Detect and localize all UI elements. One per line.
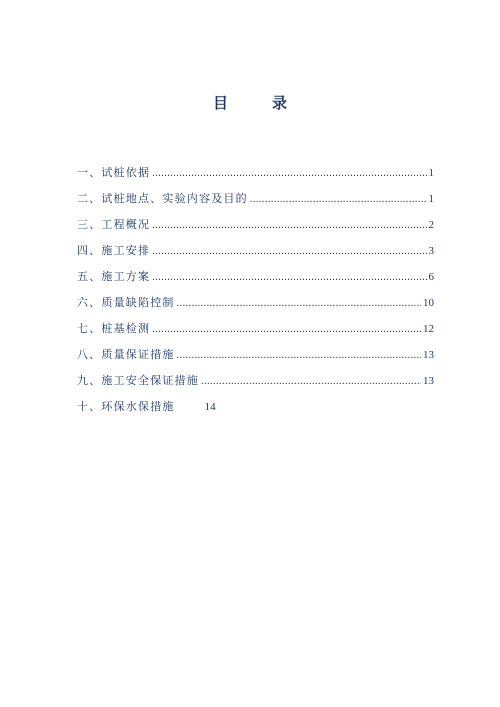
toc-entry-page: 1 [428,193,434,205]
toc-entry-label: 三、工程概况 [77,218,151,231]
toc-entry-page: 2 [428,219,434,231]
table-of-contents [77,164,434,424]
toc-entry-7[interactable] [77,320,434,346]
dot-leader [201,376,421,387]
toc-entry-1[interactable] [77,164,434,190]
toc-entry-label: 八、质量保证措施 [77,348,175,361]
dot-leader [177,298,421,309]
toc-entry-label: 九、施工安全保证措施 [77,374,199,387]
toc-entry-4[interactable] [77,242,434,268]
dot-leader [152,220,426,231]
toc-entry-page: 3 [428,245,434,257]
dot-leader [152,272,426,283]
title-char-2: 录 [272,94,288,112]
dot-leader [250,194,427,205]
toc-entry-label: 六、质量缺陷控制 [77,296,175,309]
toc-entry-label: 二、试桩地点、实验内容及目的 [77,192,248,205]
toc-entry-page: 6 [428,271,434,283]
toc-entry-page: 13 [423,349,434,361]
toc-entry-label: 一、试桩依据 [77,166,151,179]
dot-leader [152,168,426,179]
toc-entry-page: 14 [204,401,216,413]
toc-entry-page: 10 [423,297,434,309]
toc-entry-9[interactable] [77,372,434,398]
toc-entry-label: 十、环保水保措施 [77,400,175,413]
dot-leader [177,350,421,361]
toc-entry-label: 七、桩基检测 [77,322,151,335]
dot-leader [152,324,421,335]
page-title [0,92,500,113]
title-char-1: 目 [212,94,228,112]
toc-entry-3[interactable] [77,216,434,242]
toc-entry-label: 五、施工方案 [77,270,151,283]
toc-entry-page: 12 [423,323,434,335]
toc-entry-6[interactable] [77,294,434,320]
toc-entry-8[interactable] [77,346,434,372]
toc-entry-page: 1 [428,167,434,179]
dot-leader [152,246,426,257]
toc-entry-label: 四、施工安排 [77,244,151,257]
toc-entry-5[interactable] [77,268,434,294]
toc-entry-2[interactable] [77,190,434,216]
toc-entry-page: 13 [423,375,434,387]
toc-entry-10[interactable] [77,398,434,424]
